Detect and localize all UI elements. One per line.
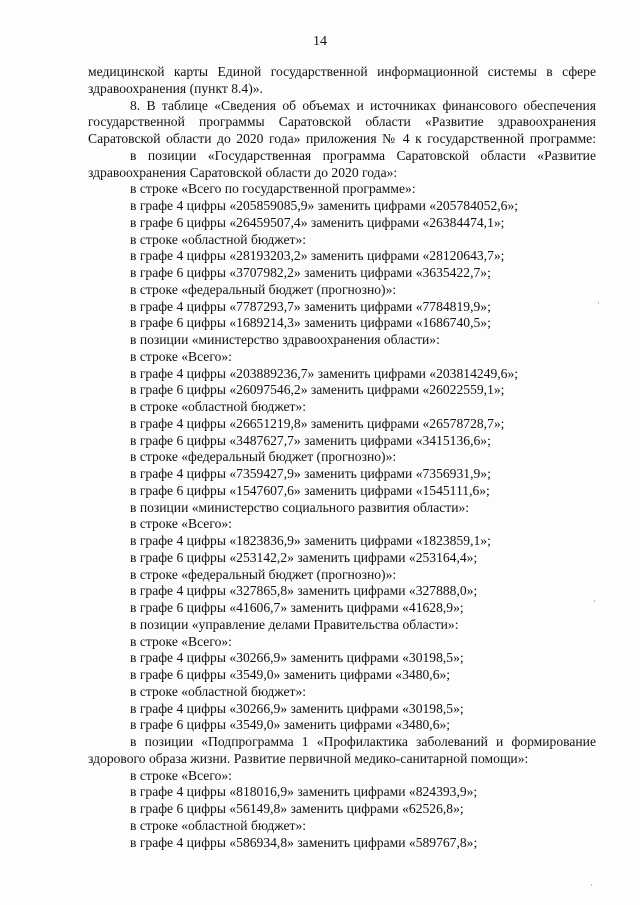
text-line: в позиции «управление делами Правительства области»: [130, 616, 459, 632]
text-line: в строке «федеральный бюджет (прогнозно)»: [130, 566, 397, 582]
text-line: в графе 6 цифры «3707982,2» заменить цифрами «3635422,7»; [130, 265, 491, 280]
text-line: в графе 6 цифры «1547607,6» заменить цифрами «1545111,6»; [130, 482, 490, 498]
text-line: в графе 4 цифры «205859085,9» заменить цифрами «205784052,6»; [130, 198, 519, 213]
text-line: в позиции «Государственная программа Саратовской области «Развитие [130, 147, 596, 163]
text-line: в графе 4 цифры «818016,9» заменить цифрами «824393,9»; [130, 784, 478, 800]
text-line: здравоохранения Саратовской области до 2020 года»: [88, 164, 398, 180]
text-line: в строке «областной бюджет»: [130, 399, 307, 414]
text-line: в строке «Всего»: [130, 767, 232, 783]
text-line: в строке «областной бюджет»: [130, 231, 307, 247]
text-line: в графе 6 цифры «26459507,4» заменить цифрами «26384474,1»; [130, 214, 505, 230]
text-line: в строке «Всего»: [130, 633, 232, 649]
text-line: в строке «областной бюджет»: [130, 683, 307, 699]
text-line: медицинской карты Единой государственной информационной системы в сфере [88, 64, 596, 79]
text-line: в графе 4 цифры «1823836,9» заменить цифрами «1823859,1»; [130, 533, 491, 548]
text-line: в графе 4 цифры «30266,9» заменить цифрами «30198,5»; [130, 700, 464, 716]
text-line: в графе 6 цифры «1689214,3» заменить цифрами «1686740,5»; [130, 315, 491, 331]
text-line: в строке «федеральный бюджет (прогнозно)»: [130, 449, 397, 465]
text-line: в позиции «министерство социального развития области»: [130, 499, 470, 515]
text-line: в строке «Всего по государственной программе»: [130, 181, 416, 197]
text-line: в графе 4 цифры «7787293,7» заменить цифрами «7784819,9»; [130, 298, 491, 314]
text-line: здорового образа жизни. Развитие первичной медико-санитарной помощи»: [88, 750, 529, 766]
text-line: в графе 6 цифры «26097546,2» заменить цифрами «26022559,1»; [130, 382, 505, 398]
text-line: в графе 4 цифры «586934,8» заменить цифрами «589767,8»; [130, 834, 478, 850]
text-line: в графе 4 цифры «7359427,9» заменить цифрами «7356931,9»; [130, 466, 491, 481]
text-line: в позиции «министерство здравоохранения области»: [130, 332, 440, 347]
text-line: в графе 6 цифры «253142,2» заменить цифрами «253164,4»; [130, 549, 478, 565]
document-body [88, 64, 596, 851]
scan-speck: · [597, 298, 600, 308]
text-line: в графе 4 цифры «327865,8» заменить цифрами «327888,0»; [130, 583, 478, 599]
text-line: Саратовской области до 2020 года» приложения № 4 к государственной программе: [88, 131, 596, 146]
text-line: в графе 4 цифры «26651219,8» заменить цифрами «26578728,7»; [130, 415, 505, 431]
text-line: 8. В таблице «Сведения об объемах и источниках финансового обеспечения [130, 97, 596, 113]
text-line: в графе 6 цифры «56149,8» заменить цифрами «62526,8»; [130, 801, 464, 816]
text-line: в графе 4 цифры «203889236,7» заменить цифрами «203814249,6»; [130, 365, 519, 381]
text-line: в строке «федеральный бюджет (прогнозно)»: [130, 281, 397, 297]
text-line: государственной программы Саратовской области «Развитие здравоохранения [88, 114, 596, 130]
text-line: в графе 6 цифры «3549,0» заменить цифрами «3480,6»; [130, 667, 451, 682]
text-line: в графе 4 цифры «30266,9» заменить цифрами «30198,5»; [130, 650, 464, 666]
scan-speck: · [590, 880, 593, 890]
scan-speck: · [593, 596, 596, 606]
page-number: 14 [313, 34, 327, 49]
text-line: в графе 6 цифры «3549,0» заменить цифрами «3480,6»; [130, 717, 451, 733]
text-line: в графе 4 цифры «28193203,2» заменить цифрами «28120643,7»; [130, 248, 505, 264]
text-line: в строке «областной бюджет»: [130, 817, 307, 833]
text-line: в позиции «Подпрограмма 1 «Профилактика заболеваний и формирование [130, 734, 596, 749]
text-line: в строке «Всего»: [130, 516, 232, 532]
text-line: в графе 6 цифры «41606,7» заменить цифрами «41628,9»; [130, 600, 464, 615]
text-line: в графе 6 цифры «3487627,7» заменить цифрами «3415136,6»; [130, 432, 491, 448]
text-line: здравоохранения (пункт 8.4)». [88, 80, 263, 96]
text-line: в строке «Всего»: [130, 348, 232, 364]
